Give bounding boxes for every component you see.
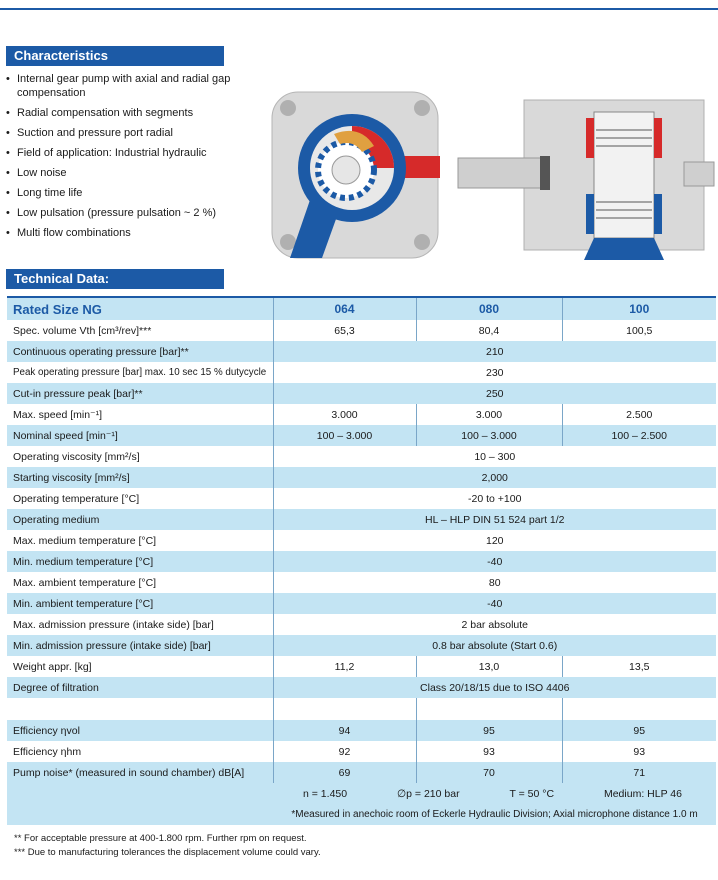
cell-value: 120 — [273, 530, 716, 551]
footnotes — [14, 832, 714, 860]
header-size-080: 080 — [416, 297, 562, 320]
table-row — [7, 446, 716, 467]
footnote: *** Due to manufacturing tolerances the displacement volume could vary. — [14, 847, 321, 858]
row-label: Min. medium temperature [°C] — [7, 551, 273, 572]
top-rule — [0, 8, 718, 10]
table-row — [7, 425, 716, 446]
cell-value: 2.500 — [562, 404, 716, 425]
footnote: ** For acceptable pressure at 400-1.800 rpm. Further rpm on request. — [14, 833, 307, 844]
cell-value: 250 — [273, 383, 716, 404]
cell-value: 11,2 — [273, 656, 416, 677]
list-item: • Radial compensation with segments — [6, 106, 268, 120]
pump-section-diagram — [454, 90, 716, 260]
condition-speed: n = 1.450 — [303, 787, 348, 800]
row-label: Pump noise* (measured in sound chamber) dB[A] — [7, 762, 273, 783]
cell-value: -20 to +100 — [273, 488, 716, 509]
cell-value: 13,5 — [562, 656, 716, 677]
cell-value: 70 — [416, 762, 562, 783]
table-row — [7, 741, 716, 762]
table-row — [7, 656, 716, 677]
list-item: • Internal gear pump with axial and radial gap compensation — [6, 72, 268, 100]
table-row — [7, 572, 716, 593]
list-item: • Multi flow combinations — [6, 226, 268, 240]
row-label: Weight appr. [kg] — [7, 656, 273, 677]
list-item: • Long time life — [6, 186, 268, 200]
condition-temperature: T = 50 °C — [509, 787, 555, 800]
row-label: Cut-in pressure peak [bar]** — [7, 383, 273, 404]
table-row — [7, 551, 716, 572]
row-label: Nominal speed [min⁻¹] — [7, 425, 273, 446]
cell-value: 80,4 — [416, 320, 562, 341]
table-row — [7, 320, 716, 341]
row-label: Max. admission pressure (intake side) [bar] — [7, 614, 273, 635]
cell-value: 100,5 — [562, 320, 716, 341]
cell-value: 93 — [562, 741, 716, 762]
table-row — [7, 593, 716, 614]
table-row — [7, 488, 716, 509]
characteristics-header: Characteristics — [6, 46, 224, 66]
cell-value: 95 — [562, 720, 716, 741]
header-size-064: 064 — [273, 297, 416, 320]
technical-data-header: Technical Data: — [6, 269, 224, 289]
table-spacer-row — [7, 698, 716, 720]
condition-medium: Medium: HLP 46 — [603, 787, 682, 800]
cell-value: 3.000 — [273, 404, 416, 425]
row-label: Continuous operating pressure [bar]** — [7, 341, 273, 362]
header-label: Rated Size NG — [7, 297, 273, 320]
measurement-note-row — [7, 804, 716, 825]
technical-data-table — [7, 296, 716, 825]
cell-value: 0.8 bar absolute (Start 0.6) — [273, 635, 716, 656]
cell-value: 2 bar absolute — [273, 614, 716, 635]
row-label: Max. speed [min⁻¹] — [7, 404, 273, 425]
table-row — [7, 509, 716, 530]
cell-value: 93 — [416, 741, 562, 762]
cell-value: 100 – 3.000 — [273, 425, 416, 446]
cell-value: 100 – 3.000 — [416, 425, 562, 446]
header-size-100: 100 — [562, 297, 716, 320]
row-label: Efficiency ηvol — [7, 720, 273, 741]
row-label: Operating viscosity [mm²/s] — [7, 446, 273, 467]
cell-value: -40 — [273, 551, 716, 572]
table-row — [7, 677, 716, 698]
cell-value: 210 — [273, 341, 716, 362]
cell-value: 95 — [416, 720, 562, 741]
list-item: • Field of application: Industrial hydraulic — [6, 146, 268, 160]
row-label: Operating medium — [7, 509, 273, 530]
list-item: • Suction and pressure port radial — [6, 126, 268, 140]
measurement-note: *Measured in anechoic room of Eckerle Hydraulic Division; Axial microphone distance 1.0 m — [273, 804, 716, 825]
row-label: Spec. volume Vth [cm³/rev]*** — [7, 320, 273, 341]
row-label: Operating temperature [°C] — [7, 488, 273, 509]
table-row — [7, 467, 716, 488]
table-row — [7, 530, 716, 551]
row-label: Min. ambient temperature [°C] — [7, 593, 273, 614]
table-row — [7, 614, 716, 635]
row-label: Efficiency ηhm — [7, 741, 273, 762]
cell-value: HL – HLP DIN 51 524 part 1/2 — [273, 509, 716, 530]
cell-value: 3.000 — [416, 404, 562, 425]
table-row — [7, 341, 716, 362]
row-label: Max. ambient temperature [°C] — [7, 572, 273, 593]
cell-value: Class 20/18/15 due to ISO 4406 — [273, 677, 716, 698]
condition-pressure: ∅p = 210 bar — [397, 787, 460, 800]
list-item: • Low pulsation (pressure pulsation ~ 2 %) — [6, 206, 268, 220]
table-row — [7, 720, 716, 741]
table-row — [7, 383, 716, 404]
row-label: Starting viscosity [mm²/s] — [7, 467, 273, 488]
cell-value: 92 — [273, 741, 416, 762]
table-row — [7, 635, 716, 656]
cell-value: -40 — [273, 593, 716, 614]
cell-value: 230 — [273, 362, 716, 383]
cell-value: 100 – 2.500 — [562, 425, 716, 446]
characteristics-list — [6, 72, 268, 246]
test-conditions-row — [7, 783, 716, 804]
row-label: Min. admission pressure (intake side) [bar] — [7, 635, 273, 656]
table-header-row — [7, 297, 716, 320]
table-row — [7, 362, 716, 383]
list-item: • Low noise — [6, 166, 268, 180]
cell-value: 71 — [562, 762, 716, 783]
cell-value: 94 — [273, 720, 416, 741]
table-row — [7, 762, 716, 783]
cell-value: 65,3 — [273, 320, 416, 341]
cell-value: 10 – 300 — [273, 446, 716, 467]
row-label: Degree of filtration — [7, 677, 273, 698]
pump-front-view-diagram — [270, 90, 442, 260]
row-label: Peak operating pressure [bar] max. 10 sec 15 % dutycycle — [7, 362, 273, 383]
cell-value: 80 — [273, 572, 716, 593]
row-label: Max. medium temperature [°C] — [7, 530, 273, 551]
cell-value: 69 — [273, 762, 416, 783]
table-row — [7, 404, 716, 425]
cell-value: 13,0 — [416, 656, 562, 677]
cell-value: 2,000 — [273, 467, 716, 488]
